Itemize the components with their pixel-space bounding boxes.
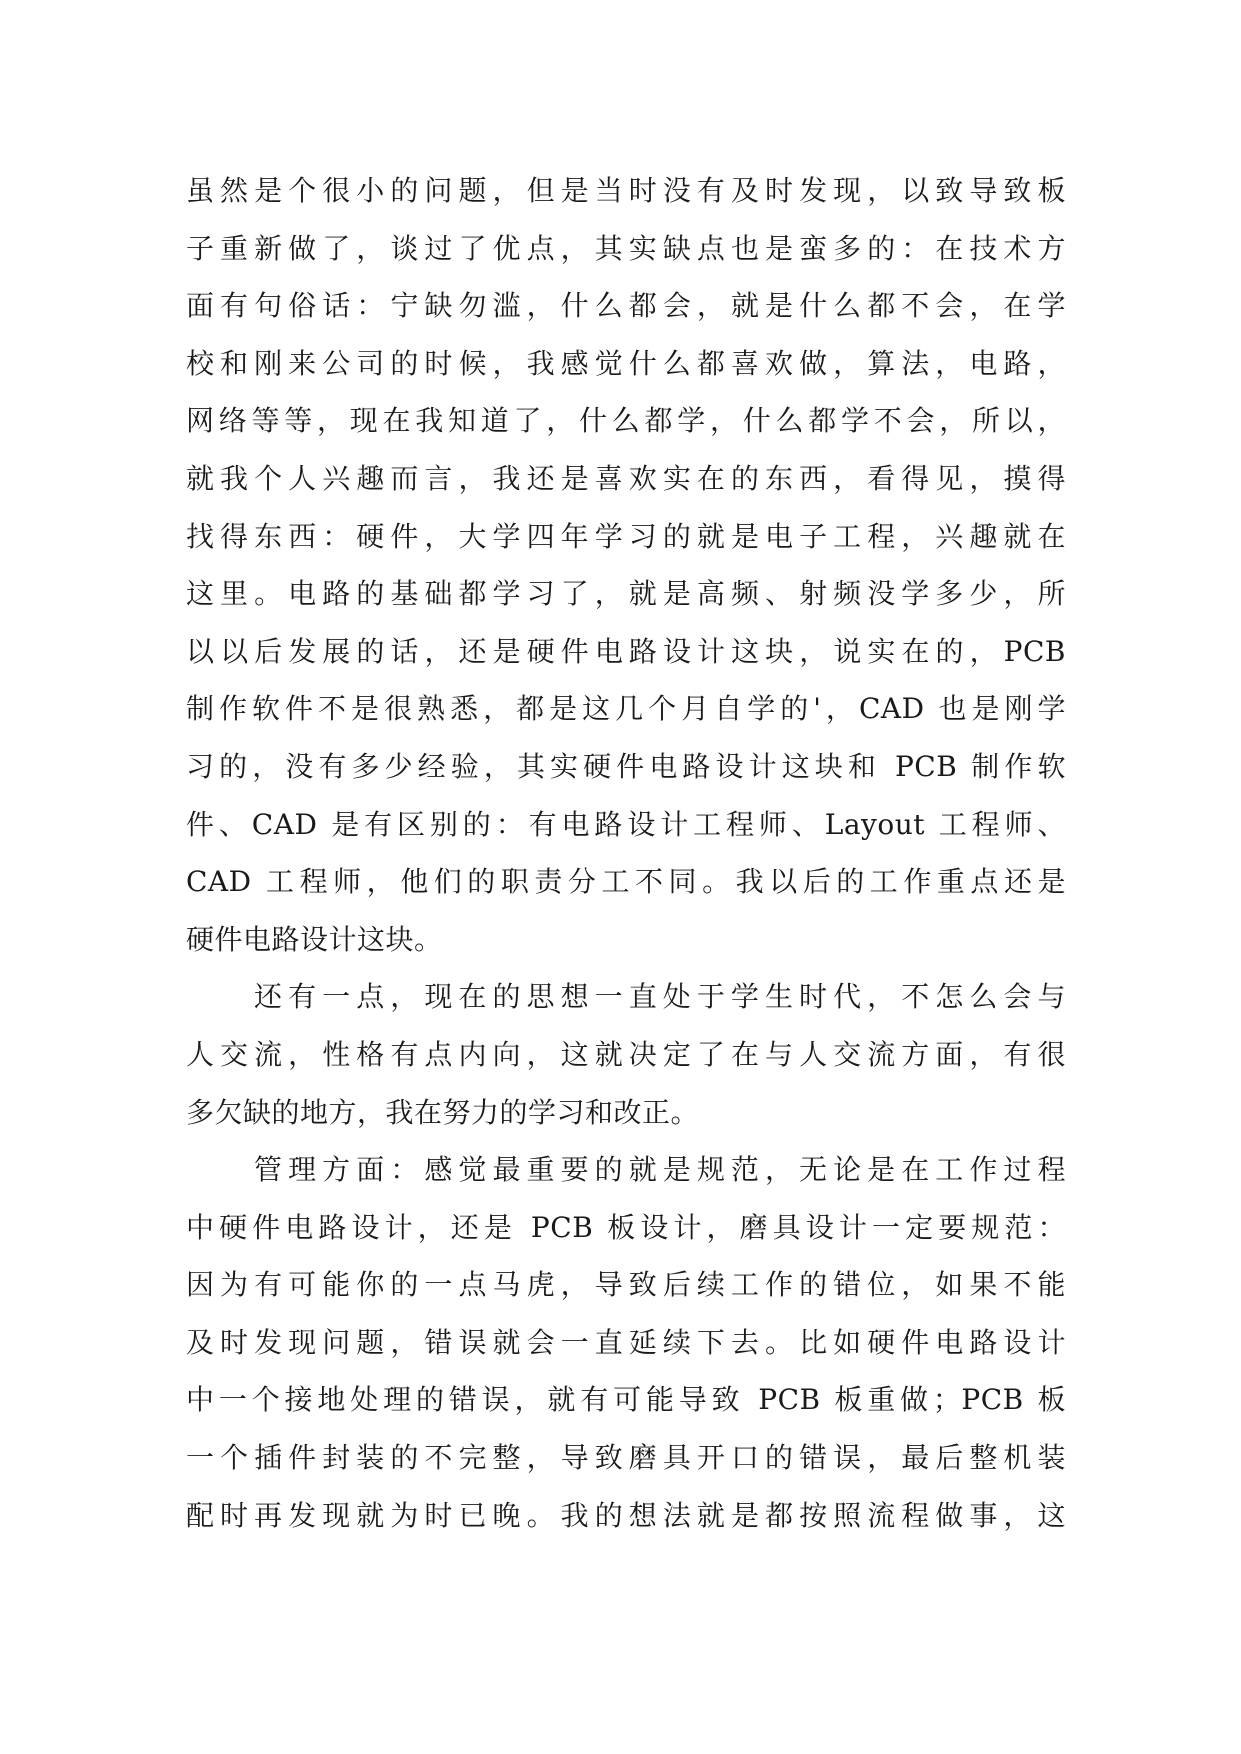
text-line: 管理方面：感觉最重要的就是规范，无论是在工作过程 — [254, 1153, 1066, 1187]
text-line: 校和刚来公司的时候，我感觉什么都喜欢做，算法，电路， — [186, 346, 1066, 380]
text-line: 制作软件不是很熟悉，都是这几个月自学的'，CAD 也是刚学 — [186, 692, 1066, 726]
text-line: 子重新做了，谈过了优点，其实缺点也是蛮多的：在技术方 — [186, 231, 1066, 265]
text-line: 人交流，性格有点内向，这就决定了在与人交流方面，有很 — [186, 1037, 1066, 1071]
text-line: 及时发现问题，错误就会一直延续下去。比如硬件电路设计 — [186, 1325, 1066, 1359]
text-line: 因为有可能你的一点马虎，导致后续工作的错位，如果不能 — [186, 1268, 1066, 1302]
text-line: 还有一点，现在的思想一直处于学生时代，不怎么会与 — [254, 980, 1066, 1014]
text-line: CAD 工程师，他们的职责分工不同。我以后的工作重点还是 — [186, 865, 1066, 899]
text-line: 中一个接地处理的错误，就有可能导致 PCB 板重做；PCB 板 — [186, 1383, 1066, 1417]
text-line: 虽然是个很小的问题，但是当时没有及时发现，以致导致板 — [186, 174, 1066, 207]
text-line: 多欠缺的地方，我在努力的学习和改正。 — [186, 1095, 700, 1129]
text-line: 面有句俗话：宁缺勿滥，什么都会，就是什么都不会，在学 — [186, 289, 1066, 323]
text-line: 配时再发现就为时已晚。我的想法就是都按照流程做事，这 — [186, 1498, 1066, 1532]
text-line: 一个插件封装的不完整，导致磨具开口的错误，最后整机装 — [186, 1441, 1066, 1475]
text-line: 这里。电路的基础都学习了，就是高频、射频没学多少，所 — [186, 577, 1066, 611]
text-line: 就我个人兴趣而言，我还是喜欢实在的东西，看得见，摸得 — [186, 461, 1066, 495]
text-line: 习的，没有多少经验，其实硬件电路设计这块和 PCB 制作软 — [186, 749, 1066, 783]
document-body — [186, 162, 1066, 1544]
text-line: 找得东西：硬件，大学四年学习的就是电子工程，兴趣就在 — [186, 519, 1066, 553]
text-line: 以以后发展的话，还是硬件电路设计这块，说实在的，PCB — [186, 634, 1066, 668]
text-line: 中硬件电路设计，还是 PCB 板设计，磨具设计一定要规范： — [186, 1210, 1066, 1244]
text-line: 件、CAD 是有区别的：有电路设计工程师、Layout 工程师、 — [186, 807, 1066, 841]
text-line: 网络等等，现在我知道了，什么都学，什么都学不会，所以， — [186, 404, 1066, 438]
text-line: 硬件电路设计这块。 — [186, 922, 443, 956]
